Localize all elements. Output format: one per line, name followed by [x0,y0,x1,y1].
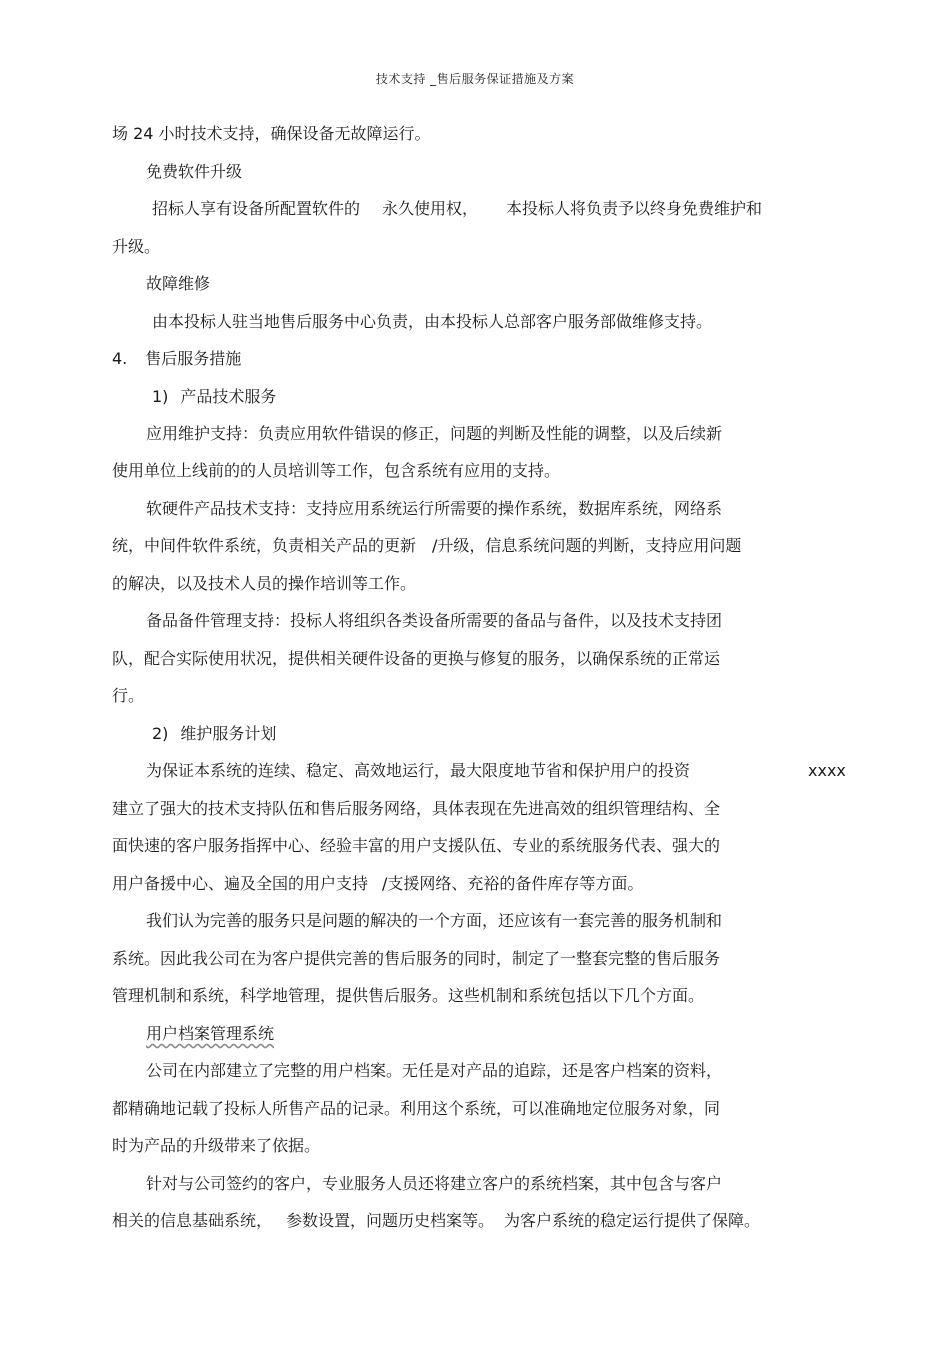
paragraph-line: 管理机制和系统，科学地管理，提供售后服务。这些机制和系统包括以下几个方面。 [112,986,705,1005]
paragraph-line [112,1210,760,1232]
paragraph-line [146,760,846,782]
text-fragment: 招标人享有设备所配置软件的 [152,199,361,218]
paragraph-line: 面快速的客户服务指挥中心、经验丰富的用户支援队伍、专业的系统服务代表、强大的 [112,836,721,855]
paragraph-line: 由本投标人驻当地售后服务中心负责，由本投标人总部客户服务部做维修支持。 [152,312,713,331]
section-heading: 用户档案管理系统 [146,1024,275,1043]
subsection-title: 维护服务计划 [180,724,277,743]
paragraph-line: 公司在内部建立了完整的用户档案。无任是对产品的追踪，还是客户档案的资料， [146,1061,723,1080]
text-fragment: 用户备援中心、遍及全国的用户支持 [112,874,369,893]
text-fragment: 统，中间件软件系统，负责相关产品的更新 [112,536,417,555]
paragraph-line: 软硬件产品技术支持：支持应用系统运行所需要的操作系统，数据库系统，网络系 [146,499,723,518]
paragraph-line: 的解决，以及技术人员的操作培训等工作。 [112,574,417,593]
text-fragment: 本投标人将负责予以终身免费维护和 [506,199,763,218]
section-heading: 故障维修 [146,274,211,293]
text-fragment: 永久使用权， [382,199,479,218]
subsection-number: 2) [152,724,169,743]
text-fragment: 为保证本系统的连续、稳定、高效地运行，最大限度地节省和保护用户的投资 [146,761,691,780]
text-fragment: xxxx [808,761,846,780]
subsection-number: 1) [152,387,169,406]
text-fragment: 参数设置，问题历史档案等。 [286,1211,495,1230]
paragraph-line: 队，配合实际使用状况，提供相关硬件设备的更换与修复的服务，以确保系统的正常运 [112,649,721,668]
subsection-heading [152,723,276,745]
paragraph-line: 系统。因此我公司在为客户提供完善的售后服务的同时，制定了一整套完整的售后服务 [112,949,721,968]
paragraph-line: 时为产品的升级带来了依据。 [112,1136,321,1155]
text-fragment: 为客户系统的稳定运行提供了保障。 [504,1211,761,1230]
text-fragment: 相关的信息基础系统， [112,1211,273,1230]
paragraph-line: 升级。 [112,237,161,256]
paragraph-line: 备品备件管理支持：投标人将组织各类设备所需要的备品与备件，以及技术支持团 [146,611,723,630]
paragraph-line: 使用单位上线前的的人员培训等工作，包含系统有应用的支持。 [112,461,561,480]
text-fragment: /升级，信息系统问题的判断，支持应用问题 [432,536,742,555]
paragraph-line: 都精确地记载了投标人所售产品的记录。利用这个系统，可以准确地定位服务对象，同 [112,1099,721,1118]
section-title: 售后服务措施 [145,349,242,368]
paragraph-line: 行。 [112,686,145,705]
paragraph-line [152,198,762,220]
paragraph-line: 场 24 小时技术支持，确保设备无故障运行。 [112,124,431,143]
paragraph-line: 建立了强大的技术支持队伍和售后服务网络，具体表现在先进高效的组织管理结构、全 [112,799,721,818]
text-fragment: /支援网络、充裕的备件库存等方面。 [382,874,644,893]
paragraph-line: 针对与公司签约的客户，专业服务人员还将建立客户的系统档案，其中包含与客户 [146,1174,723,1193]
paragraph-line: 应用维护支持：负责应用软件错误的修正，问题的判断及性能的调整，以及后续新 [146,424,723,443]
paragraph-line [112,535,741,557]
subsection-heading [152,386,276,408]
page-header: 技术支持 _售后服务保证措施及方案 [375,72,575,86]
section-heading [112,348,241,370]
subsection-title: 产品技术服务 [180,387,277,406]
paragraph-line: 我们认为完善的服务只是问题的解决的一个方面，还应该有一套完善的服务机制和 [146,911,723,930]
section-number: 4. [112,349,128,368]
paragraph-line [112,873,643,895]
section-heading: 免费软件升级 [146,162,243,181]
